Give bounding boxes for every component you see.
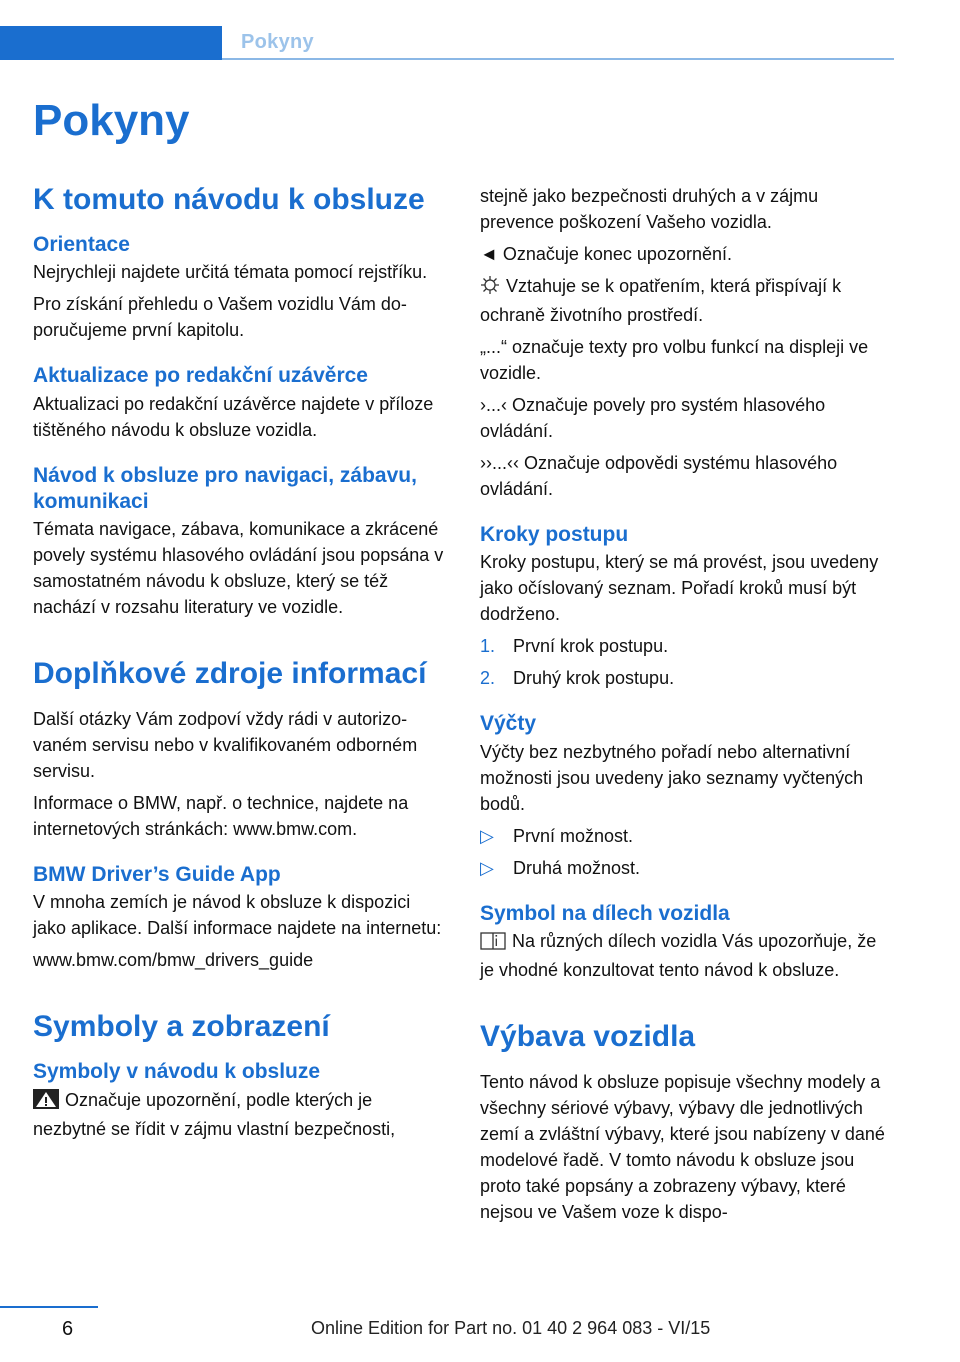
subheading-app: BMW Driver’s Guide App (33, 863, 281, 886)
subheading-symbols-manual: Symboly v návodu k obsluze (33, 1060, 321, 1084)
paragraph: Výčty bez nezbytného pořadí nebo alternativní možnosti jsou uvedeny jako seznamy vyčtených bodů. (480, 741, 864, 814)
left-column (33, 182, 446, 1148)
subheading-vehicle-symbol: Symbol na dílech vozidla (480, 901, 730, 925)
warning-triangle-icon (33, 1089, 59, 1116)
paragraph: Informace o BMW, např. o technice, najdete na internetových stránkách: www.bmw.com. (33, 793, 409, 839)
list-item: ▷ Druhá možnost. (480, 855, 895, 881)
paragraph: stejně jako bezpečnosti druhých a v zájmu prevence poškození Vašeho vozidla. (480, 186, 819, 232)
paragraph: ››...‹‹ Označuje odpovědi systému hlasového ovládání. (480, 453, 838, 499)
triangle-bullet-icon: ▷ (480, 825, 494, 846)
bullet-list (480, 823, 895, 881)
subheading-update: Aktualizace po redakční uzávěrce (33, 364, 368, 388)
header-rule (222, 58, 894, 60)
paragraph: Kroky postupu, který se má provést, jsou uvedeny jako očíslovaný seznam. Pořadí kroků musí být dodrženo. (480, 552, 879, 625)
section-heading-equipment: Výbava vozidla (480, 1019, 696, 1053)
subheading-nav-manual: Návod k obsluze pro navigaci, zábavu, komunikaci (33, 463, 417, 513)
paragraph: Další otázky Vám zodpoví vždy rádi v autorizovaném servisu nebo v kvalifikovaném odborném servisu. (33, 709, 418, 781)
header-color-bar (0, 26, 222, 60)
paragraph: Tento návod k obsluze popisuje všechny modely a všechny sériové výbavy, výbavy dle jednotlivých zemí a zvláštní výbavy, které jsou nabízeny v dané modelové řadě. V tomto návodu k obsluze jsou proto také popsány a zobrazeny výbavy, které nejsou ve Vašem voze k dispo- (480, 1071, 885, 1222)
warning-paragraph (33, 1087, 446, 1142)
triangle-bullet-icon: ▷ (480, 857, 494, 878)
warning-text: Označuje upozornění, podle kterých je nezbytné se řídit v zájmu vlastní bezpečnosti, (33, 1089, 396, 1139)
running-title: Pokyny (241, 31, 314, 53)
section-heading-sources: Doplňkové zdroje informací (33, 657, 427, 690)
end-marker-paragraph: ◄ Označuje konec upozornění. (480, 244, 732, 264)
paragraph: Témata navigace, zábava, komunikace a zkrácené povely systému hlasového ovládání jsou popsána v samostatném návodu k obsluze, který se též nachází v rozsahu literatury ve vozidle. (33, 519, 444, 617)
subheading-enumerations: Výčty (480, 712, 537, 736)
paragraph: Nejrychleji najdete určitá témata pomocí rejstříku. (33, 262, 428, 283)
page-title: Pokyny (33, 96, 190, 145)
right-column (480, 183, 895, 1231)
paragraph: V mnoha zemích je návod k obsluze k dispozici jako aplikace. Další informace najdete na internetu: (33, 892, 442, 939)
list-item: 1. První krok postupu. (480, 636, 669, 657)
footer-rule (0, 1306, 98, 1308)
end-marker-icon: ◄ (480, 244, 498, 264)
page-number: 6 (62, 1318, 74, 1340)
numbered-list (480, 633, 895, 691)
paragraph: Aktualizaci po redakční uzávěrce najdete v příloze tištěného návodu k obsluze vozidla. (33, 393, 434, 440)
paragraph: Pro získání přehledu o Vašem vozidlu Vám doporučujeme první kapitolu. (33, 294, 407, 341)
environment-leaf-icon (480, 275, 500, 302)
paragraph: „...“ označuje texty pro volbu funkcí na displeji ve vozidle. (480, 337, 869, 383)
subheading-orientation: Orientace (33, 233, 130, 256)
paragraph: ›...‹ Označuje povely pro systém hlasového ovládání. (480, 395, 826, 441)
vehicle-symbol-paragraph: Na různých dílech vozidla Vás upozorňuje, že je vhodné konzultovat tento návod k obsluze. (480, 930, 877, 980)
subheading-steps: Kroky postupu (480, 523, 629, 546)
paragraph: www.bmw.com/bmw_drivers_guide (33, 950, 314, 971)
list-item: ▷ První možnost. (480, 823, 895, 849)
list-item: 2. Druhý krok postupu. (480, 668, 675, 689)
section-heading-about: K tomuto návodu k obsluze (33, 183, 425, 216)
edition-note: Online Edition for Part no. 01 40 2 964 083 - VI/15 (311, 1318, 711, 1338)
manual-book-icon (480, 931, 506, 957)
environment-paragraph: Vztahuje se k opatřením, která přispívají k ochraně životního prostředí. (480, 276, 842, 325)
section-heading-symbols: Symboly a zobrazení (33, 1010, 330, 1044)
